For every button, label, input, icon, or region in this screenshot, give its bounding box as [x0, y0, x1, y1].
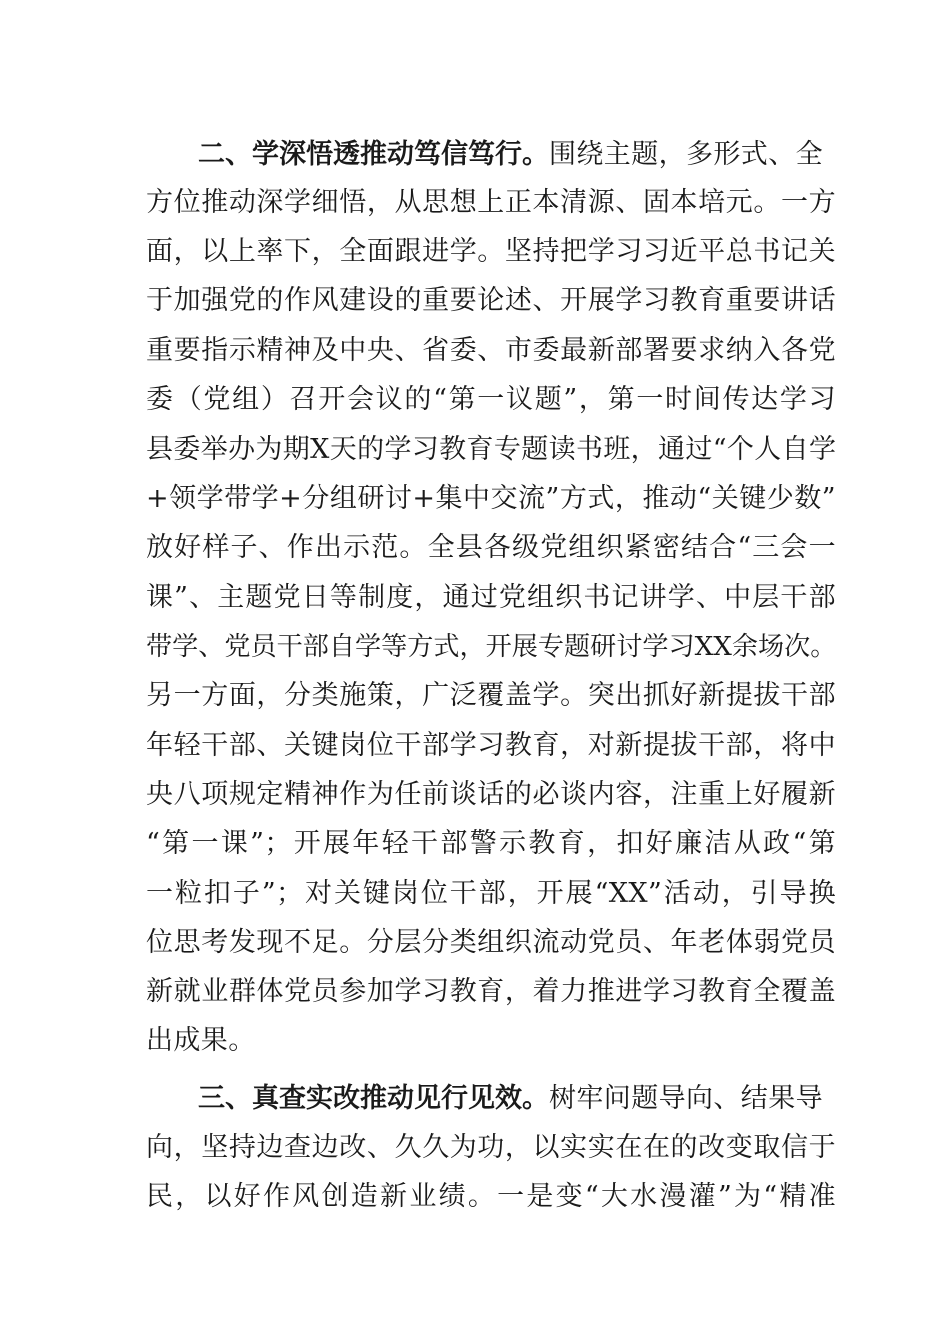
section2-line-15: 一粒扣子”；对关键岗位干部，开展“XX”活动，引导换 [146, 878, 836, 909]
section2-line-8: 放好样子、作出示范。全县各级党组织紧密结合“三会一 [146, 532, 836, 563]
section2-line-3: 于加强党的作风建设的重要论述、开展学习教育重要讲话 [146, 285, 836, 316]
section2-line-9: 课”、主题党日等制度，通过党组织书记讲学、中层干部 [146, 582, 836, 613]
section2-line-4: 重要指示精神及中央、省委、市委最新部署要求纳入各党 [146, 335, 836, 366]
section2-line-2: 面，以上率下，全面跟进学。坚持把学习习近平总书记关 [146, 236, 836, 267]
section2-line-18: 出成果。 [146, 1025, 256, 1056]
section2-line-13: 央八项规定精神作为任前谈话的必谈内容，注重上好履新 [146, 779, 836, 810]
section3-line-2: 民，以好作风创造新业绩。一是变“大水漫灌”为“精准 [146, 1181, 836, 1212]
section2-line-10: 带学、党员干部自学等方式，开展专题研讨学习XX余场次。 [146, 632, 837, 662]
section2-line-16: 位思考发现不足。分层分类组织流动党员、年老体弱党员 [146, 927, 836, 958]
section2-line-17: 新就业群体党员参加学习教育，着力推进学习教育全覆盖 [146, 976, 836, 1007]
section3-heading: 三、真查实改推动见行见效。 [198, 1083, 549, 1114]
section2-line-7: +领学带学+分组研讨+集中交流”方式，推动“关键少数” [146, 483, 836, 514]
section2-line-14: “第一课”；开展年轻干部警示教育，扣好廉洁从政“第 [146, 828, 836, 859]
section2-line-6: 县委举办为期X天的学习教育专题读书班，通过“个人自学 [146, 434, 836, 465]
section3-first-line [198, 1079, 836, 1119]
section2-line-1: 方位推动深学细悟，从思想上正本清源、固本培元。一方 [146, 187, 836, 218]
section2-line-12: 年轻干部、关键岗位干部学习教育，对新提拔干部，将中 [146, 730, 836, 761]
section3-line-1: 向，坚持边查边改、久久为功，以实实在在的改变取信于 [146, 1132, 836, 1163]
section3-line-0: 树牢问题导向、结果导 [549, 1083, 823, 1114]
section2-first-line [198, 135, 836, 175]
section2-heading: 二、学深悟透推动笃信笃行。 [198, 139, 549, 170]
section2-line-11: 另一方面，分类施策，广泛覆盖学。突出抓好新提拔干部 [146, 680, 836, 711]
section2-line-5: 委（党组）召开会议的“第一议题”，第一时间传达学习 [146, 384, 836, 415]
section2-line-0: 围绕主题，多形式、全 [549, 139, 823, 170]
